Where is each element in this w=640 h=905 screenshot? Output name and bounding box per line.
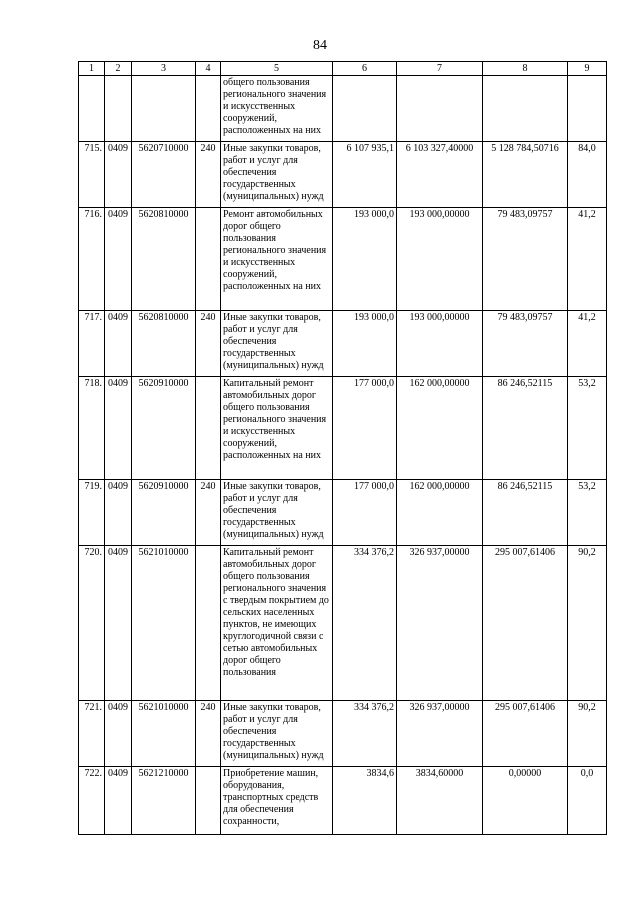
column-header: 3 bbox=[132, 62, 196, 76]
table-row bbox=[79, 767, 607, 835]
section-code: 0409 bbox=[105, 546, 132, 701]
section-code bbox=[105, 76, 132, 142]
executed-amount: 79 483,09757 bbox=[483, 311, 568, 377]
column-header: 4 bbox=[196, 62, 221, 76]
execution-percent: 41,2 bbox=[568, 311, 607, 377]
target-article-code: 5620810000 bbox=[132, 311, 196, 377]
table-row bbox=[79, 76, 607, 142]
budget-table bbox=[78, 61, 607, 835]
page-number: 84 bbox=[313, 38, 327, 53]
section-code: 0409 bbox=[105, 208, 132, 311]
expense-type-code: 240 bbox=[196, 142, 221, 208]
section-code: 0409 bbox=[105, 767, 132, 835]
execution-percent: 84,0 bbox=[568, 142, 607, 208]
section-code: 0409 bbox=[105, 701, 132, 767]
planned-amount: 334 376,2 bbox=[333, 546, 397, 701]
execution-percent: 53,2 bbox=[568, 480, 607, 546]
planned-amount bbox=[333, 76, 397, 142]
section-code: 0409 bbox=[105, 480, 132, 546]
row-number: 718. bbox=[79, 377, 105, 480]
column-header: 8 bbox=[483, 62, 568, 76]
executed-amount: 295 007,61406 bbox=[483, 701, 568, 767]
section-code: 0409 bbox=[105, 142, 132, 208]
refined-amount: 162 000,00000 bbox=[397, 377, 483, 480]
planned-amount: 193 000,0 bbox=[333, 208, 397, 311]
column-header: 5 bbox=[221, 62, 333, 76]
target-article-code: 5621010000 bbox=[132, 701, 196, 767]
row-number: 717. bbox=[79, 311, 105, 377]
column-header: 6 bbox=[333, 62, 397, 76]
row-number bbox=[79, 76, 105, 142]
refined-amount: 193 000,00000 bbox=[397, 208, 483, 311]
item-name: общего пользования регионального значения и искусственных сооружений, расположенных на них bbox=[221, 76, 333, 142]
planned-amount: 193 000,0 bbox=[333, 311, 397, 377]
executed-amount: 0,00000 bbox=[483, 767, 568, 835]
expense-type-code: 240 bbox=[196, 701, 221, 767]
target-article-code: 5621010000 bbox=[132, 546, 196, 701]
expense-type-code bbox=[196, 76, 221, 142]
planned-amount: 177 000,0 bbox=[333, 480, 397, 546]
refined-amount bbox=[397, 76, 483, 142]
row-number: 720. bbox=[79, 546, 105, 701]
section-code: 0409 bbox=[105, 311, 132, 377]
planned-amount: 334 376,2 bbox=[333, 701, 397, 767]
expense-type-code bbox=[196, 546, 221, 701]
target-article-code: 5620810000 bbox=[132, 208, 196, 311]
target-article-code bbox=[132, 76, 196, 142]
executed-amount: 79 483,09757 bbox=[483, 208, 568, 311]
target-article-code: 5620910000 bbox=[132, 377, 196, 480]
row-number: 721. bbox=[79, 701, 105, 767]
executed-amount: 86 246,52115 bbox=[483, 377, 568, 480]
execution-percent: 0,0 bbox=[568, 767, 607, 835]
expense-type-code: 240 bbox=[196, 311, 221, 377]
row-number: 722. bbox=[79, 767, 105, 835]
expense-type-code bbox=[196, 377, 221, 480]
table-row bbox=[79, 208, 607, 311]
execution-percent: 90,2 bbox=[568, 546, 607, 701]
refined-amount: 162 000,00000 bbox=[397, 480, 483, 546]
item-name: Капитальный ремонт автомобильных дорог общего пользования регионального значения с твердым покрытием до сельских населенных пунктов, не имеющих круглогодичной связи с сетью автомобильных дорог общего пользования bbox=[221, 546, 333, 701]
refined-amount: 193 000,00000 bbox=[397, 311, 483, 377]
table-row bbox=[79, 142, 607, 208]
expense-type-code: 240 bbox=[196, 480, 221, 546]
planned-amount: 177 000,0 bbox=[333, 377, 397, 480]
target-article-code: 5621210000 bbox=[132, 767, 196, 835]
execution-percent: 90,2 bbox=[568, 701, 607, 767]
execution-percent: 41,2 bbox=[568, 208, 607, 311]
refined-amount: 326 937,00000 bbox=[397, 546, 483, 701]
item-name: Приобретение машин, оборудования, транспортных средств для обеспечения сохранности, bbox=[221, 767, 333, 835]
refined-amount: 3834,60000 bbox=[397, 767, 483, 835]
item-name: Ремонт автомобильных дорог общего пользования регионального значения и искусственных сооружений, расположенных на них bbox=[221, 208, 333, 311]
table-row bbox=[79, 701, 607, 767]
refined-amount: 326 937,00000 bbox=[397, 701, 483, 767]
item-name: Иные закупки товаров, работ и услуг для обеспечения государственных (муниципальных) нужд bbox=[221, 701, 333, 767]
row-number: 719. bbox=[79, 480, 105, 546]
planned-amount: 6 107 935,1 bbox=[333, 142, 397, 208]
refined-amount: 6 103 327,40000 bbox=[397, 142, 483, 208]
header-row bbox=[79, 62, 607, 76]
column-header: 2 bbox=[105, 62, 132, 76]
column-header: 1 bbox=[79, 62, 105, 76]
table-row bbox=[79, 546, 607, 701]
target-article-code: 5620710000 bbox=[132, 142, 196, 208]
table-row bbox=[79, 377, 607, 480]
expense-type-code bbox=[196, 767, 221, 835]
executed-amount bbox=[483, 76, 568, 142]
column-header: 9 bbox=[568, 62, 607, 76]
expense-type-code bbox=[196, 208, 221, 311]
table-body bbox=[79, 76, 607, 835]
column-header: 7 bbox=[397, 62, 483, 76]
table-row bbox=[79, 480, 607, 546]
row-number: 715. bbox=[79, 142, 105, 208]
section-code: 0409 bbox=[105, 377, 132, 480]
table-row bbox=[79, 311, 607, 377]
executed-amount: 86 246,52115 bbox=[483, 480, 568, 546]
item-name: Иные закупки товаров, работ и услуг для обеспечения государственных (муниципальных) нужд bbox=[221, 311, 333, 377]
executed-amount: 295 007,61406 bbox=[483, 546, 568, 701]
executed-amount: 5 128 784,50716 bbox=[483, 142, 568, 208]
item-name: Иные закупки товаров, работ и услуг для обеспечения государственных (муниципальных) нужд bbox=[221, 142, 333, 208]
planned-amount: 3834,6 bbox=[333, 767, 397, 835]
item-name: Капитальный ремонт автомобильных дорог общего пользования регионального значения и искусственных сооружений, расположенных на них bbox=[221, 377, 333, 480]
row-number: 716. bbox=[79, 208, 105, 311]
execution-percent bbox=[568, 76, 607, 142]
target-article-code: 5620910000 bbox=[132, 480, 196, 546]
item-name: Иные закупки товаров, работ и услуг для обеспечения государственных (муниципальных) нужд bbox=[221, 480, 333, 546]
execution-percent: 53,2 bbox=[568, 377, 607, 480]
